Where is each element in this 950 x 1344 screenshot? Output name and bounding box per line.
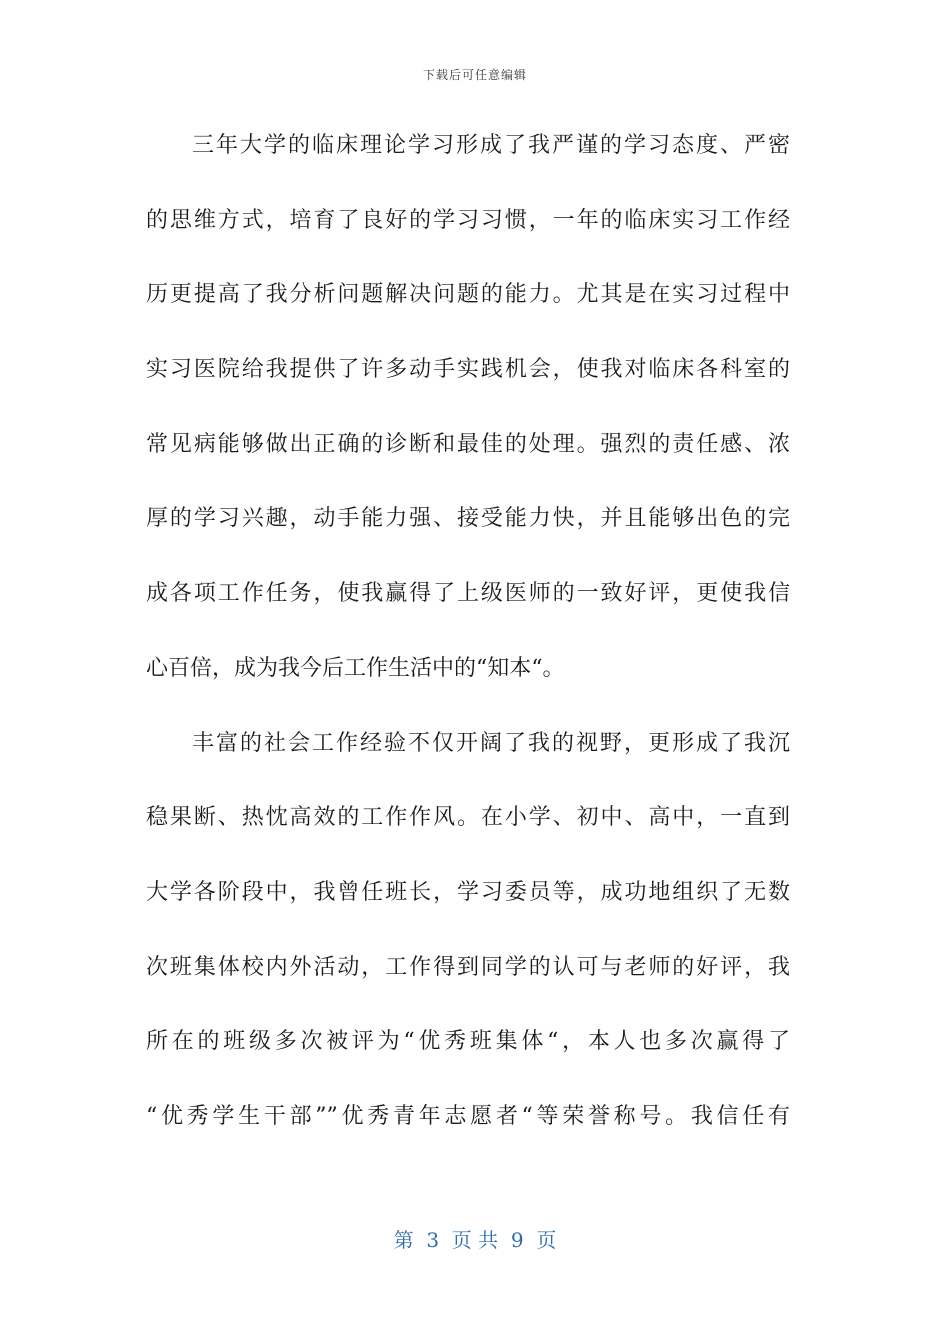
paragraph-line: “优秀学生干部””优秀青年志愿者“等荣誉称号。我信任有 bbox=[146, 1103, 790, 1129]
paragraph-line: 三年大学的临床理论学习形成了我严谨的学习态度、严密 bbox=[192, 133, 790, 158]
paragraph-line: 成各项工作任务，使我赢得了上级医师的一致好评，更使我信 bbox=[146, 581, 790, 607]
paragraph-line: 实习医院给我提供了许多动手实践机会，使我对临床各科室的 bbox=[146, 357, 790, 383]
paragraph-line: 厚的学习兴趣，动手能力强、接受能力快，并且能够出色的完 bbox=[146, 506, 790, 532]
paragraph-line: 的思维方式，培育了良好的学习习惯，一年的临床实习工作经 bbox=[146, 207, 790, 233]
paragraph-line: 所在的班级多次被评为“优秀班集体“，本人也多次赢得了 bbox=[146, 1029, 790, 1055]
paragraph-2 bbox=[146, 722, 790, 1170]
paragraph-line: 心百倍，成为我今后工作生活中的“知本“。 bbox=[146, 655, 565, 681]
paragraph-line: 大学各阶段中，我曾任班长，学习委员等，成功地组织了无数 bbox=[146, 879, 790, 905]
paragraph-line: 稳果断、热忱高效的工作作风。在小学、初中、高中，一直到 bbox=[146, 805, 790, 831]
paragraph-line: 历更提高了我分析问题解决问题的能力。尤其是在实习过程中 bbox=[146, 282, 790, 308]
paragraph-line: 丰富的社会工作经验不仅开阔了我的视野，更形成了我沉 bbox=[192, 730, 790, 756]
page-number-footer: 第 3 页 共 9 页 bbox=[393, 1228, 557, 1252]
page-header: 下载后可任意编辑 bbox=[422, 68, 527, 82]
paragraph-line: 常见病能够做出正确的诊断和最佳的处理。强烈的责任感、浓 bbox=[146, 431, 790, 457]
paragraph-1 bbox=[146, 124, 790, 722]
document-body bbox=[146, 124, 790, 1170]
paragraph-line: 次班集体校内外活动，工作得到同学的认可与老师的好评，我 bbox=[146, 954, 790, 980]
